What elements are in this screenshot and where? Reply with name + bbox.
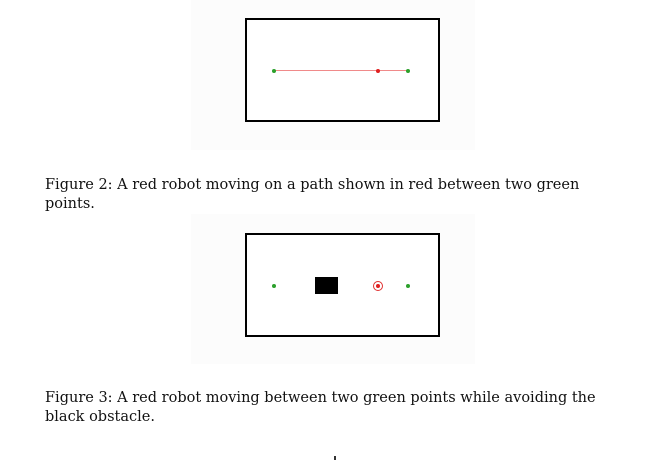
black-obstacle [315,277,338,294]
figure-3-label: Figure 3: [45,390,113,406]
figure-3-caption-text: A red robot moving between two green points while avoiding the black obstacle. [45,390,596,425]
end-green-point [406,284,410,288]
figure-3-image [191,214,475,364]
figure-2-arena-border [245,18,440,122]
figure-3-arena-border [245,233,440,337]
red-robot [376,69,380,73]
start-green-point [272,69,276,73]
robot-path-line [273,70,408,71]
figure-2-caption-text: A red robot moving on a path shown in red between two green points. [45,177,580,212]
figure-3-caption [45,389,625,427]
start-green-point [272,284,276,288]
page-number-fragment [334,456,336,460]
figure-2-image [191,0,475,150]
figure-2-label: Figure 2: [45,177,113,193]
end-green-point [406,69,410,73]
red-robot [376,284,380,288]
figure-2-caption [45,176,625,214]
